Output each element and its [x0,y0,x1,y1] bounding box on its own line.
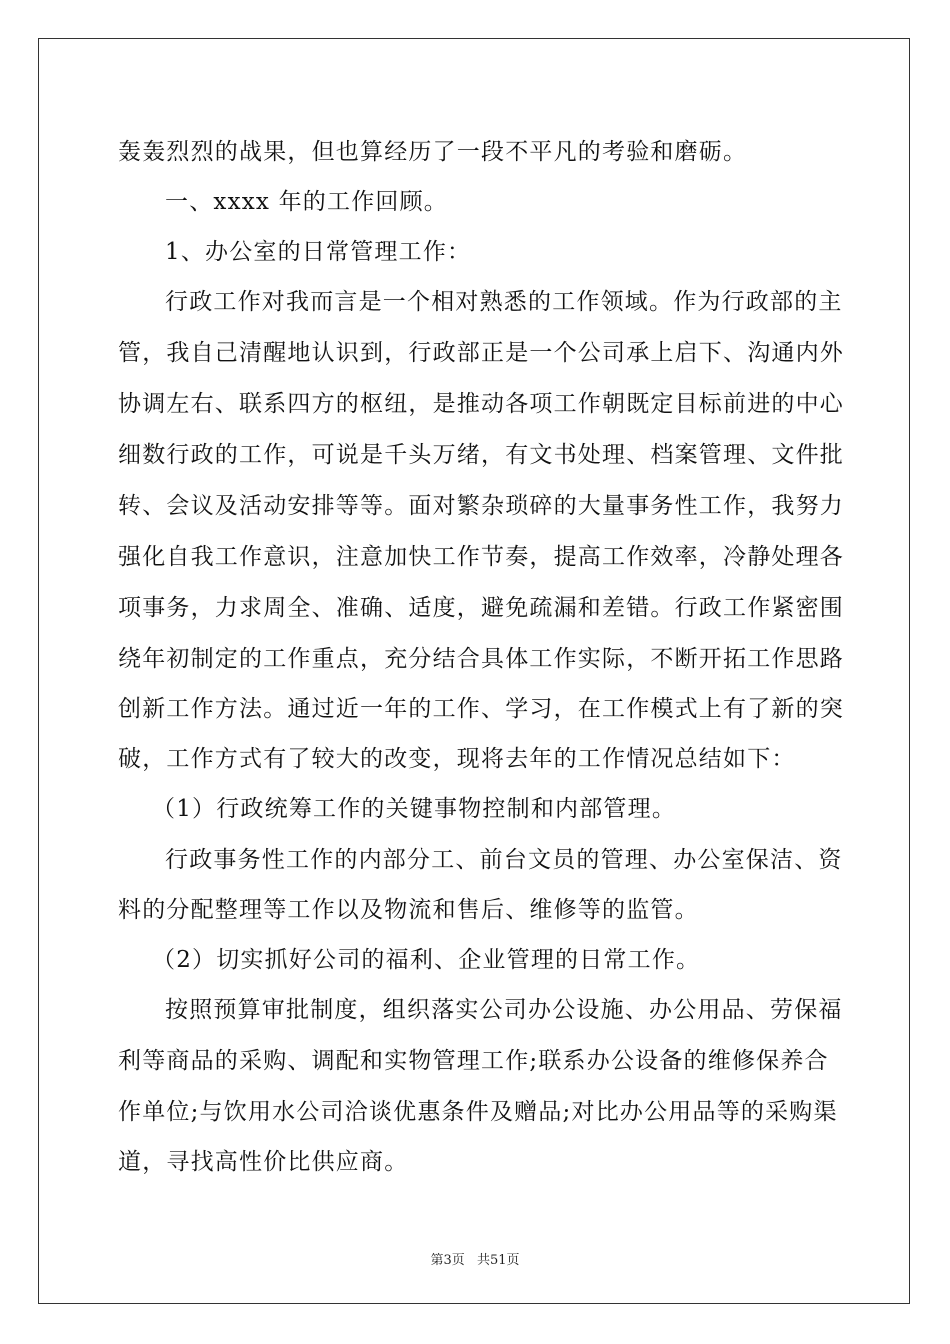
text-line: 行政事务性工作的内部分工、前台文员的管理、办公室保洁、资 [165,847,843,873]
text-line: 绕年初制定的工作重点，充分结合具体工作实际，不断开拓工作思路 [118,646,844,672]
text-line: 行政工作对我而言是一个相对熟悉的工作领域。作为行政部的主 [165,289,843,315]
text-line: 创新工作方法。通过近一年的工作、学习，在工作模式上有了新的突 [118,696,844,722]
text-line: 按照预算审批制度，组织落实公司办公设施、办公用品、劳保福 [165,997,843,1023]
text-line: 项事务，力求周全、准确、适度，避免疏漏和差错。行政工作紧密围 [118,595,844,621]
page-number: 第3页 [430,1253,465,1268]
page-total: 共51页 [476,1253,520,1268]
page-footer [0,1249,950,1268]
text-line: 管，我自己清醒地认识到，行政部正是一个公司承上启下、沟通内外 [118,340,844,366]
text-line: 细数行政的工作，可说是千头万绪，有文书处理、档案管理、文件批 [118,442,844,468]
text-line: 强化自我工作意识，注意加快工作节奏，提高工作效率，冷静处理各 [118,544,844,570]
text-line: 利等商品的采购、调配和实物管理工作;联系办公设备的维修保养合 [118,1048,829,1074]
text-line: 道，寻找高性价比供应商。 [118,1149,409,1175]
item-heading: （2）切实抓好公司的福利、企业管理的日常工作。 [152,947,701,973]
text-line: 料的分配整理等工作以及物流和售后、维修等的监管。 [118,897,699,923]
subsection-heading: 1、办公室的日常管理工作： [165,239,472,265]
text-line: 破，工作方式有了较大的改变，现将去年的工作情况总结如下： [118,746,796,772]
section-heading: 一、xxxx 年的工作回顾。 [165,189,448,215]
text-line: 协调左右、联系四方的枢纽，是推动各项工作朝既定目标前进的中心 [118,391,844,417]
item-heading: （1）行政统筹工作的关键事物控制和内部管理。 [152,796,677,822]
text-line: 作单位;与饮用水公司洽谈优惠条件及赠品;对比办公用品等的采购渠 [118,1099,838,1125]
text-line: 轰轰烈烈的战果，但也算经历了一段不平凡的考验和磨砺。 [118,139,748,165]
text-line: 转、会议及活动安排等等。面对繁杂琐碎的大量事务性工作，我努力 [118,493,844,519]
